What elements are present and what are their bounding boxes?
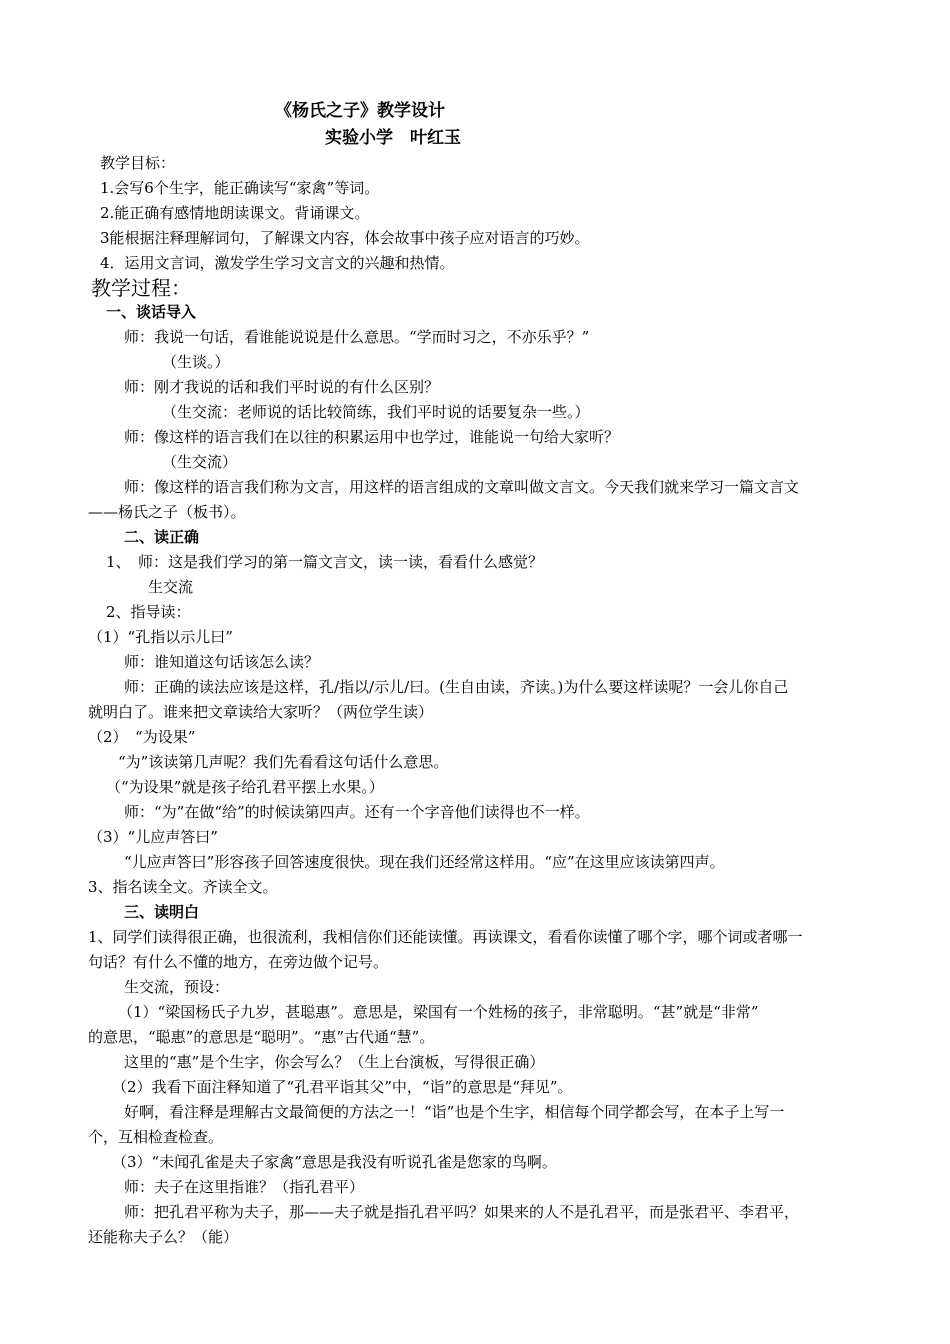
document-author: 实验小学 叶红玉: [325, 128, 461, 148]
body-line: 的意思，“聪惠”的意思是“聪明”。“惠”古代通“慧”。: [88, 1028, 435, 1046]
body-line: 师：“为”在做“给”的时候读第四声。还有一个字音他们读得也不一样。: [124, 803, 590, 821]
body-line: 师：把孔君平称为夫子，那——夫子就是指孔君平吗？如果来的人不是孔君平，而是张君平、李君平，: [124, 1203, 800, 1221]
body-line: （生交流）: [162, 453, 238, 471]
body-line: 个，互相检查检查。: [88, 1128, 224, 1146]
body-line: 2、指导读：: [106, 603, 191, 621]
body-line: “为”该读第几声呢？我们先看看这句话什么意思。: [118, 753, 449, 771]
body-line: 师：谁知道这句话该怎么读？: [124, 653, 320, 671]
body-line: 师：夫子在这里指谁？（指孔君平）: [124, 1178, 365, 1196]
body-line: （2） “为设果”: [88, 728, 196, 746]
goals-heading: 教学目标：: [100, 154, 176, 172]
body-line: （生交流：老师说的话比较简练，我们平时说的话要复杂一些。）: [162, 403, 590, 421]
body-line: （3）“未闻孔雀是夫子家禽”意思是我没有听说孔雀是您家的鸟啊。: [112, 1153, 557, 1171]
body-line: 句话？有什么不懂的地方，在旁边做个记号。: [88, 953, 389, 971]
body-line: 生交流: [148, 578, 194, 596]
body-line: 1、同学们读得很正确，也很流利，我相信你们还能读懂。再读课文，看看你读懂了哪个字，哪个词或者哪一: [88, 928, 803, 946]
goal-item: 2.能正确有感情地朗读课文。背诵课文。: [100, 204, 370, 222]
goal-item: 3能根据注释理解词句，了解课文内容，体会故事中孩子应对语言的巧妙。: [100, 229, 590, 247]
body-line: 就明白了。谁来把文章读给大家听？（两位学生读）: [88, 703, 434, 721]
section-heading: 一、谈话导入: [106, 303, 197, 321]
body-line: （3）“儿应声答曰”: [88, 828, 218, 846]
body-line: 这里的“惠”是个生字，你会写么？（生上台演板，写得很正确）: [124, 1053, 545, 1071]
body-line: 生交流，预设：: [124, 978, 230, 996]
body-line: “儿应声答曰”形容孩子回答速度很快。现在我们还经常这样用。“应”在这里应该读第四声。: [124, 853, 725, 871]
document-title: 《杨氏之子》教学设计: [275, 101, 445, 121]
body-line: 3、指名读全文。齐读全文。: [88, 878, 278, 896]
section-heading: 二、读正确: [124, 528, 200, 546]
body-line: 师：正确的读法应该是这样，孔/指以/示儿/曰。(生自由读，齐读。)为什么要这样读呢？一会儿你自己: [124, 678, 789, 696]
body-line: 师：像这样的语言我们在以往的积累运用中也学过，谁能说一句给大家听？: [124, 428, 620, 446]
body-line: （1）“梁国杨氏子九岁，甚聪惠”。意思是，梁国有一个姓杨的孩子，非常聪明。“甚”就是“非常”: [118, 1003, 759, 1021]
goal-item: 1.会写6个生字，能正确读写“家禽”等词。: [100, 179, 380, 197]
body-line: （2）我看下面注释知道了“孔君平诣其父”中，“诣”的意思是“拜见”。: [112, 1078, 573, 1096]
body-line: 好啊，看注释是理解古文最简便的方法之一！“诣”也是个生字，相信每个同学都会写，在本子上写一: [124, 1103, 785, 1121]
section-heading: 三、读明白: [124, 903, 200, 921]
body-line: 师：我说一句话，看谁能说说是什么意思。“学而时习之，不亦乐乎？”: [124, 328, 590, 346]
body-line: 还能称夫子么？（能）: [88, 1228, 239, 1246]
body-line: （1）“孔指以示儿曰”: [88, 628, 233, 646]
body-line: 师：刚才我说的话和我们平时说的有什么区别？: [124, 378, 440, 396]
body-line: 师：像这样的语言我们称为文言，用这样的语言组成的文章叫做文言文。今天我们就来学习一篇文言文: [124, 478, 800, 496]
process-heading: 教学过程：: [91, 276, 191, 300]
goal-item: 4．运用文言词，激发学生学习文言文的兴趣和热情。: [100, 254, 455, 272]
body-line: ——杨氏之子（板书）。: [88, 503, 246, 521]
body-line: （“为设果”就是孩子给孔君平摆上水果。）: [106, 778, 384, 796]
body-line: （生谈。）: [162, 353, 230, 371]
body-line: 1、 师：这是我们学习的第一篇文言文，读一读，看看什么感觉？: [106, 553, 544, 571]
